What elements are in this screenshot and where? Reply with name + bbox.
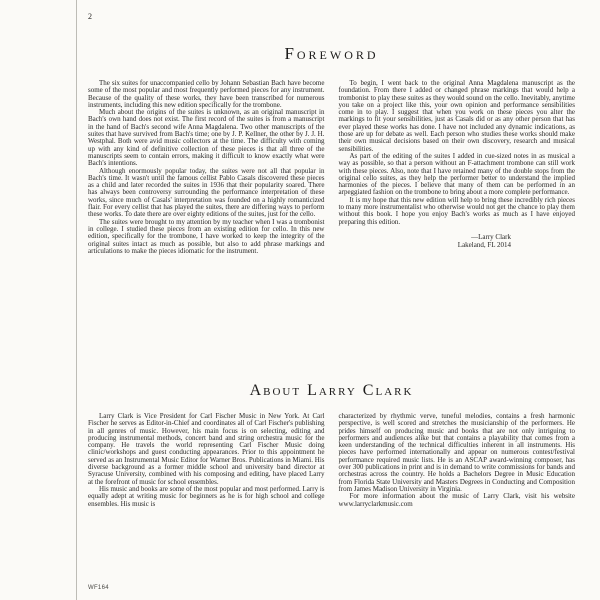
binding-line bbox=[76, 0, 77, 600]
about-left-column bbox=[88, 413, 325, 508]
foreword-section bbox=[88, 44, 575, 255]
about-columns bbox=[88, 413, 575, 508]
paragraph: His music and books are some of the most popular and most performed. Larry is equally adept at writing music for beginners as he is for high school and college ensembles. His music is bbox=[88, 484, 325, 508]
about-title: About Larry Clark bbox=[249, 382, 414, 399]
paragraph: Although enormously popular today, the suites were not all that popular in Bach's time. It wasn't until the famous cellist Pablo Casals discovered these pieces as a child and later recorded the suites in 1936 that their popularity soared. There has always been controversy surrounding the performance interpretation of these works, since much of Casals' interpretation was founded on a highly romanticized flair. For every cellist that has played the suites, there are differing ways to perform these works. To date there are over eighty editions of the suites, just for the cello. bbox=[88, 166, 325, 219]
foreword-left-column bbox=[88, 80, 325, 255]
paragraph: To begin, I went back to the original Anna Magdalena manuscript as the foundation. From there I added or changed phrase markings that would help a trombonist to play these suites as they would sound on the cello. Inevitably, anytime you take on a project like this, your own opinion and performance sensibilities come in to play. I suggest that when you work on these pieces you alter the markings to fit your sensibilities, just as Casals did or as any other person that has ever played these works has done. I have not included any dynamic indications, as those are up for debate as well. Each person who studies these works should make their own musical decisions based on their own discovery, research and musical sensibilities. bbox=[338, 79, 575, 153]
footer-code: WF164 bbox=[88, 585, 109, 591]
paragraph: characterized by rhythmic verve, tuneful melodies, contains a fresh harmonic perspective, is well scored and stretches the musicianship of the performers. He prides himself on producing music and books that are not only intriguing to performers and audiences alike but that contains a playability that comes from a keen understanding of the technical difficulties inherent in all instruments. His pieces have performed internationally and appear on numerous contest/festival performance required music lists. He is an ASCAP award-winning composer, has over 300 publications in print and is in demand to write commissions for bands and orchestras across the country. He holds a Bachelors Degree in Music Education from Florida State University and Masters Degrees in Conducting and Composition from James Madison University in Virginia. bbox=[338, 412, 575, 493]
page-number: 2 bbox=[88, 12, 92, 21]
foreword-columns bbox=[88, 80, 575, 255]
signature-name: —Larry Clark bbox=[471, 232, 511, 241]
paragraph: Much about the origins of the suites is unknown, as an original manuscript in Bach's own hand does not exist. The first record of the suites is from a manuscript in the hand of Bach's second wife Anna Magdalena. Two other manuscripts of the suites that have survived from Bach's time; one by J. P. Kellner, the other by J. J. H. Westphal. Both were avid music collectors at the time. The difficulty with coming up with any kind of definitive collection of these pieces is that all three of the manuscripts seem to contain errors, making it difficult to know exactly what were Bach's intentions. bbox=[88, 108, 325, 168]
foreword-title: Foreword bbox=[284, 44, 379, 63]
paragraph: The suites were brought to my attention by my teacher when I was a trombonist in college. I studied these pieces from an existing edition for cello. In this new edition, specifically for the trombone, I have worked to keep the integrity of the original suites intact as much as possible, but also to add phrase markings and articulations to make the pieces idiomatic for the instrument. bbox=[88, 217, 325, 255]
paragraph: For more information about the music of Larry Clark, visit his website www.larryclarkmusic.com bbox=[338, 492, 575, 508]
about-section bbox=[88, 382, 575, 508]
about-right-column bbox=[339, 413, 576, 508]
signature-block bbox=[339, 233, 576, 249]
paragraph: Larry Clark is Vice President for Carl Fischer Music in New York. At Carl Fischer he serves as Editor-in-Chief and coordinates all of Carl Fischer's publishing in all genres of music. However, his main focus is on selecting, editing and producing instrumental methods, concert band and string orchestra music for the company. He travels the world representing Carl Fischer Music doing clinic/workshops and guest conducting appearances. Prior to this appointment he served as an Instrumental Music Editor for Warner Bros. Publications in Miami. His diverse background as a former middle school and university band director at Syracuse University, combined with his composing and editing, have placed Larry at the forefront of music for school ensembles. bbox=[88, 412, 325, 486]
paragraph: The six suites for unaccompanied cello by Johann Sebastian Bach have become some of the most popular and most frequently performed pieces for any instrument. Because of the quality of these works, they have been transcribed for numerous instruments, including this new edition specifically for the trombone. bbox=[88, 79, 325, 109]
paragraph: It is my hope that this new edition will help to bring these incredibly rich pieces to many more instrumentalist who otherwise would not get the chance to play them without this book. I hope you enjoy Bach's works as much as I have enjoyed preparing this edition. bbox=[338, 195, 575, 226]
foreword-right-column bbox=[339, 80, 576, 255]
paragraph: As part of the editing of the suites I added in cue-sized notes in as musical a way as possible, so that a person without an F-attachment trombone can still work with these pieces. Also, note that I have retained many of the double stops from the original cello suites, as they help the performer better to understand the implied harmonies of the pieces. I believe that many of them can be performed in an arpeggiated fashion on the trombone to bring about a more complete performance. bbox=[338, 151, 575, 197]
signature-location: Lakeland, FL 2014 bbox=[457, 240, 511, 249]
